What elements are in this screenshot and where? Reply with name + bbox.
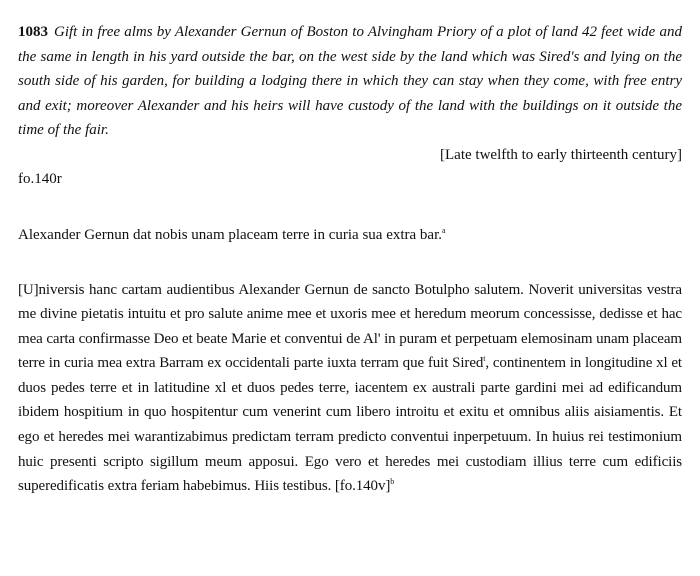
charter-text-part-2: , continentem in longitudine xl et duos pedes terre et in latitudine xl et duos pedes terre, iacentem ex australi parte gardini mei ad edificandum ibidem hospitium in quo hospitentur cum venerint cum libero introitu et exitu et omnibus aliis aisiamentis. Et ego et heredes mei warantizabimus predictam terram predicto conventui inperpetuum. In huius rei testimonium huic presenti scripto sigillum meum apposui. Ego vero et heredes mei custodiam illius terre cum edificiis superedificatis extra feriam habebimus. Hiis testibus. [fo.140v] bbox=[18, 355, 683, 495]
charter-number: 1083 bbox=[18, 24, 48, 40]
charter-heading bbox=[18, 20, 682, 143]
folio-reference: fo.140r bbox=[18, 170, 62, 187]
charter-date: [Late twelfth to early thirteenth century] bbox=[440, 146, 682, 163]
latin-summary bbox=[18, 223, 682, 247]
superscript-mark: t bbox=[483, 354, 486, 364]
latin-summary-text: Alexander Gernun dat nobis unam placeam terre in curia sua extra bar. bbox=[18, 226, 442, 243]
charter-text-part-1: [U]niversis hanc cartam audientibus Alexander Gernun de sancto Botulpho salutem. Noverit universitas vestra me divine pietatis intuitu et pro salute anime mee et uxoris mee et heredum meorum concessisse, dedisse et hac mea carta confirmasse Deo et beate Marie et conventui de Al' in puram et perpetuam elemosinam unam placeam terre in curia mea extra Barram ex occidentali parte iuxta terram que fuit Sired bbox=[18, 281, 682, 372]
document-page bbox=[18, 20, 682, 499]
footnote-marker-b: b bbox=[390, 477, 395, 487]
charter-text bbox=[18, 278, 682, 499]
charter-heading-text: Gift in free alms by Alexander Gernun of Boston to Alvingham Priory of a plot of land 42 feet wide and the same in length in his yard outside the bar, on the west side by the land which was Sired's and lying on the south side of his garden, for building a lodging there in which they can stay when they come, with free entry and exit; moreover Alexander and his heirs will have custody of the land with the buildings on it outside the time of the fair. bbox=[18, 24, 682, 138]
footnote-marker-a: a bbox=[442, 225, 446, 235]
